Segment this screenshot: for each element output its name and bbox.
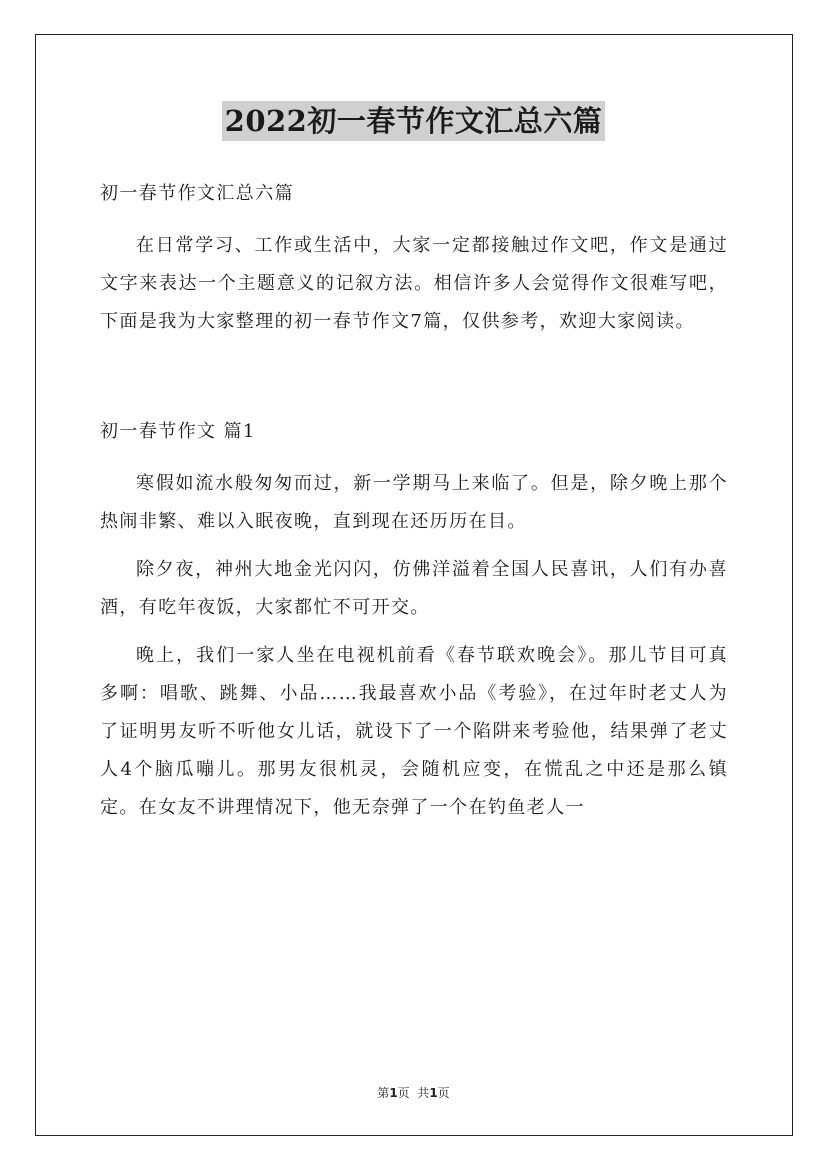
page-footer <box>0 1084 827 1101</box>
title-container <box>0 101 827 141</box>
page-current: 1 <box>389 1086 398 1100</box>
document-title: 2022初一春节作文汇总六篇 <box>222 101 606 141</box>
document-body <box>100 175 728 837</box>
body-paragraph-2: 除夕夜，神州大地金光闪闪，仿佛洋溢着全国人民喜讯，人们有办喜酒，有吃年夜饭，大家都忙不可开交。 <box>100 559 728 618</box>
document-subtitle: 初一春节作文汇总六篇 <box>100 183 294 204</box>
section-gap <box>100 351 728 413</box>
intro-paragraph: 在日常学习、工作或生活中，大家一定都接触过作文吧，作文是通过文字来表达一个主题意义的记叙方法。相信许多人会觉得作文很难写吧，下面是我为大家整理的初一春节作文7篇，仅供参考，欢迎大家阅读。 <box>100 235 728 332</box>
section-heading: 初一春节作文 篇1 <box>100 421 256 442</box>
page-suffix: 页 <box>437 1086 450 1100</box>
page-mid: 页 共 <box>397 1086 430 1100</box>
body-paragraph-3: 晚上，我们一家人坐在电视机前看《春节联欢晚会》。那儿节目可真多啊：唱歌、跳舞、小品……我最喜欢小品《考验》，在过年时老丈人为了证明男友听不听他女儿话，就设下了一个陷阱来考验他，结果弹了老丈人4个脑瓜嘣儿。那男友很机灵，会随机应变，在慌乱之中还是那么镇定。在女友不讲理情况下，他无奈弹了一个在钓鱼老人一 <box>100 645 728 818</box>
body-paragraph-1: 寒假如流水般匆匆而过，新一学期马上来临了。但是，除夕晚上那个热闹非繁、难以入眠夜晚，直到现在还历历在目。 <box>100 473 728 532</box>
page-total: 1 <box>429 1086 438 1100</box>
page-prefix: 第 <box>377 1086 390 1100</box>
